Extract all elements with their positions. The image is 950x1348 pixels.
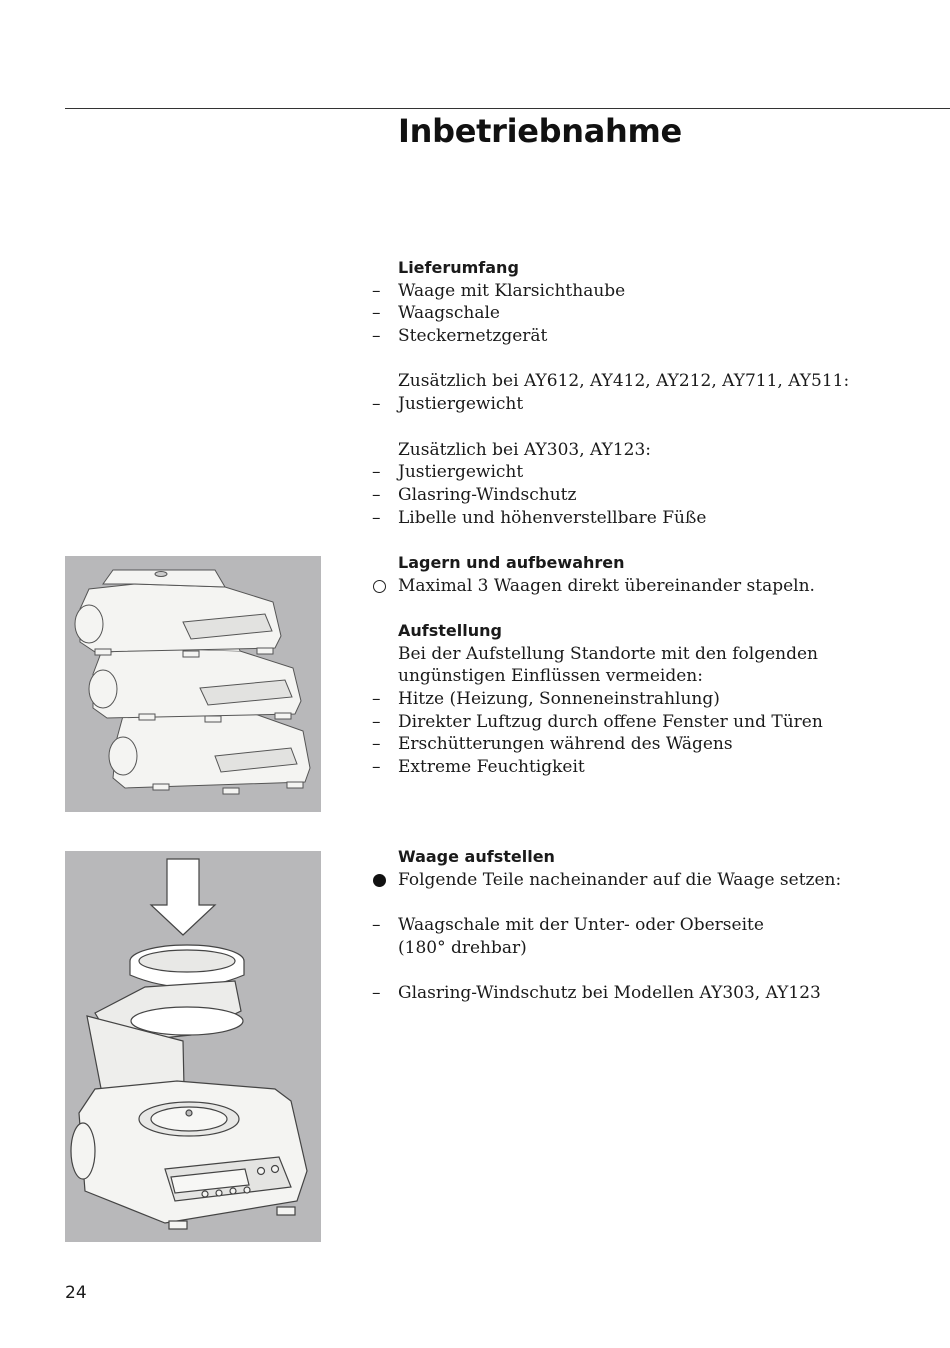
list-item: – Hitze (Heizung, Sonneneinstrahlung) bbox=[372, 689, 720, 710]
stacked-balances-drawing bbox=[65, 556, 321, 812]
list-item: – Glasring-Windschutz bbox=[372, 484, 577, 505]
filled-circle-icon bbox=[373, 874, 386, 887]
list-item: – Waagschale mit der Unter- oder Oberseite bbox=[372, 915, 764, 936]
list-item: – Erschütterungen während des Wägens bbox=[372, 734, 733, 755]
section-heading: Lieferumfang bbox=[398, 258, 519, 277]
list-item: – Justiergewicht bbox=[372, 394, 524, 415]
list-item: – Libelle und höhenverstellbare Füße bbox=[372, 507, 707, 528]
section-lieferumfang bbox=[0, 257, 950, 529]
balance-assembly-illustration bbox=[65, 851, 321, 1242]
list-item: – Glasring-Windschutz bei Modellen AY303, AY123 bbox=[372, 983, 821, 1004]
open-circle-icon bbox=[373, 580, 386, 593]
section-heading: Lagern und aufbewahren bbox=[398, 553, 625, 572]
page-number: 24 bbox=[65, 1283, 87, 1303]
list-item: – Steckernetzgerät bbox=[372, 326, 548, 347]
list-item: – Waage mit Klarsichthaube bbox=[372, 280, 626, 301]
header-rule bbox=[65, 108, 950, 109]
paragraph-text: ungünstigen Einflüssen vermeiden: bbox=[398, 666, 703, 687]
stacked-balances-illustration bbox=[65, 556, 321, 812]
paragraph-text: Zusätzlich bei AY303, AY123: bbox=[398, 439, 651, 460]
note-item: Maximal 3 Waagen direkt übereinander stapeln. bbox=[0, 575, 950, 598]
page-title: Inbetriebnahme bbox=[398, 112, 682, 150]
list-item: – Extreme Feuchtigkeit bbox=[372, 757, 585, 778]
balance-assembly-drawing bbox=[65, 851, 321, 1242]
list-item: – Waagschale bbox=[372, 303, 500, 324]
paragraph-text: Zusätzlich bei AY612, AY412, AY212, AY711, AY511: bbox=[398, 371, 850, 392]
section-heading: Aufstellung bbox=[398, 621, 502, 640]
action-item: Folgende Teile nacheinander auf die Waage setzen: bbox=[0, 869, 950, 892]
paragraph-text: Bei der Aufstellung Standorte mit den folgenden bbox=[398, 643, 818, 664]
section-heading: Waage aufstellen bbox=[398, 847, 555, 866]
list-item: – Justiergewicht bbox=[372, 462, 524, 483]
list-item: – Direkter Luftzug durch offene Fenster und Türen bbox=[372, 711, 823, 732]
list-item-continuation: (180° drehbar) bbox=[398, 937, 527, 958]
